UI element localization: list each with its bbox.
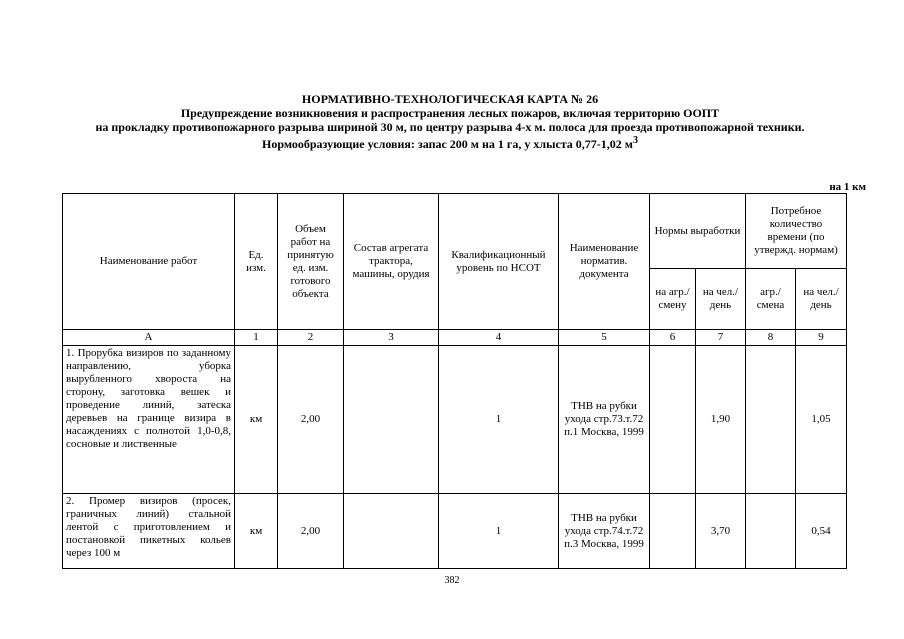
header-time-needed: Потребное количество времени (по утвержд. нормам) bbox=[746, 194, 847, 269]
header-time-agr: агр./ смена bbox=[746, 269, 796, 330]
header-norms: Нормы выработки bbox=[650, 194, 746, 269]
row-time-agr bbox=[746, 346, 796, 494]
norms-table bbox=[62, 193, 847, 569]
header-time-man: на чел./ день bbox=[796, 269, 847, 330]
cubic-superscript: 3 bbox=[632, 135, 638, 146]
table-row bbox=[63, 494, 847, 569]
page-number: 382 bbox=[444, 575, 460, 586]
document-title bbox=[60, 92, 840, 151]
col-num-9: 9 bbox=[796, 330, 847, 346]
row-time-agr bbox=[746, 494, 796, 569]
header-volume: Объем работ на принятую ед. изм. готового объекта bbox=[278, 194, 344, 330]
col-num-5: 5 bbox=[559, 330, 650, 346]
row-composition bbox=[344, 346, 439, 494]
header-name: Наименование работ bbox=[63, 194, 235, 330]
row-norm-man: 1,90 bbox=[696, 346, 746, 494]
table-row bbox=[63, 346, 847, 494]
col-num-3: 3 bbox=[344, 330, 439, 346]
row-work-name: 2. Промер визиров (просек, граничных линий) стальной лентой с приготовлением и постановкой пикетных кольев через 100 м bbox=[63, 494, 235, 569]
col-num-6: 6 bbox=[650, 330, 696, 346]
row-document: ТНВ на рубки ухода стр.73.т.72 п.1 Москва, 1999 bbox=[559, 346, 650, 494]
row-qualification: 1 bbox=[439, 346, 559, 494]
row-unit: км bbox=[235, 494, 278, 569]
col-num-a: А bbox=[63, 330, 235, 346]
title-line-1: НОРМАТИВНО-ТЕХНОЛОГИЧЕСКАЯ КАРТА № 26 bbox=[301, 92, 599, 106]
header-document: Наименование норматив. документа bbox=[559, 194, 650, 330]
col-num-1: 1 bbox=[235, 330, 278, 346]
row-volume: 2,00 bbox=[278, 346, 344, 494]
row-time-man: 1,05 bbox=[796, 346, 847, 494]
row-document: ТНВ на рубки ухода стр.74.т.72 п.3 Москва, 1999 bbox=[559, 494, 650, 569]
row-work-name: 1. Прорубка визиров по заданному направлению, уборка вырубленного хвороста на сторону, заготовка вешек и проведение линий, затеска деревьев на границе визира в насаждениях с полнотой 1,0-0,8, сосновые и лиственные bbox=[63, 346, 235, 494]
title-line-4 bbox=[60, 134, 840, 151]
column-number-row bbox=[63, 330, 847, 346]
row-volume: 2,00 bbox=[278, 494, 344, 569]
row-norm-agr bbox=[650, 494, 696, 569]
header-composition: Состав агрегата трактора, машины, орудия bbox=[344, 194, 439, 330]
header-unit: Ед. изм. bbox=[235, 194, 278, 330]
row-norm-man: 3,70 bbox=[696, 494, 746, 569]
unit-note: на 1 км bbox=[829, 181, 866, 193]
header-norm-man: на чел./ день bbox=[696, 269, 746, 330]
col-num-8: 8 bbox=[746, 330, 796, 346]
col-num-7: 7 bbox=[696, 330, 746, 346]
header-norm-agr: на агр./ смену bbox=[650, 269, 696, 330]
col-num-4: 4 bbox=[439, 330, 559, 346]
conditions-text: Нормообразующие условия: запас 200 м на 1 га, у хлыста 0,77-1,02 м bbox=[262, 137, 633, 151]
row-qualification: 1 bbox=[439, 494, 559, 569]
col-num-2: 2 bbox=[278, 330, 344, 346]
row-norm-agr bbox=[650, 346, 696, 494]
row-composition bbox=[344, 494, 439, 569]
title-line-3: на прокладку противопожарного разрыва шириной 30 м, по центру разрыва 4-х м. полоса для проезда противопожарной техники. bbox=[95, 120, 805, 134]
header-qualification: Квалификационный уровень по НСОТ bbox=[439, 194, 559, 330]
row-time-man: 0,54 bbox=[796, 494, 847, 569]
row-unit: км bbox=[235, 346, 278, 494]
header-row-1 bbox=[63, 194, 847, 269]
title-line-2: Предупреждение возникновения и распространения лесных пожаров, включая территорию ООПТ bbox=[180, 106, 720, 120]
